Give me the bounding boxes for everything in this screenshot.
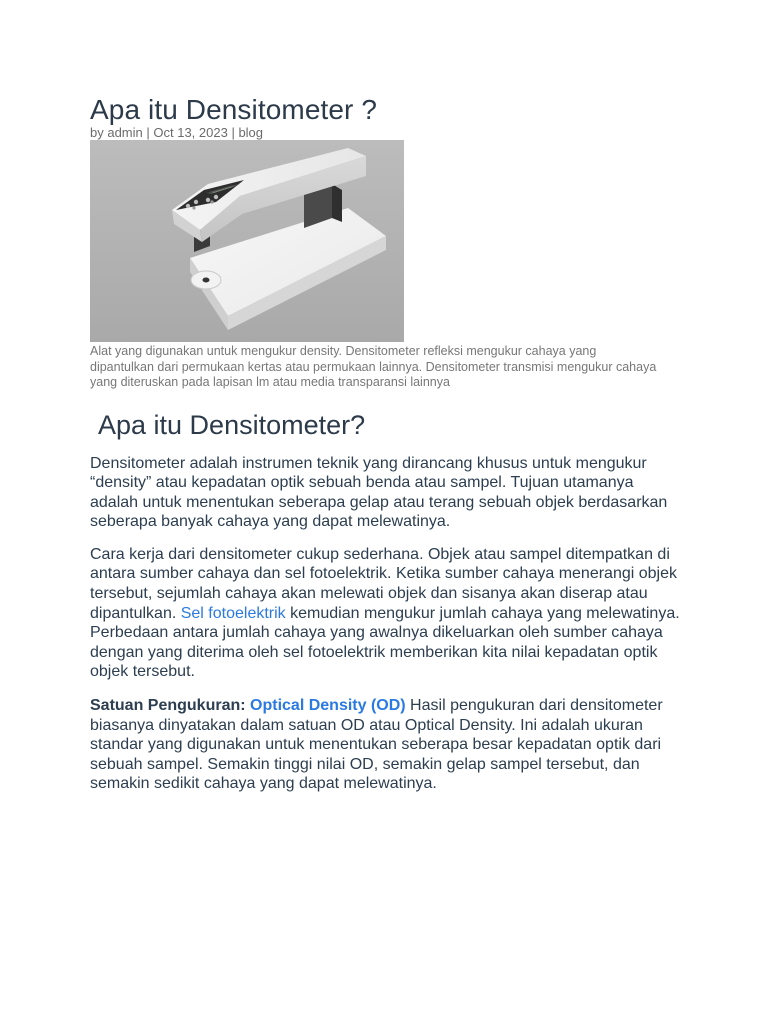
optical-density-link[interactable]: Optical Density (OD) xyxy=(250,697,406,715)
photoelectric-cell-link[interactable]: Sel fotoelektrik xyxy=(180,604,286,622)
image-caption: Alat yang digunakan untuk mengukur density. Densitometer refleksi mengukur cahaya yang dipantulkan dari permukaan kertas atau permukaan lainnya. Densitometer transmisi mengukur cahaya yang diteruskan pada lapisan lm atau media transparansi lainnya xyxy=(90,344,657,389)
section-heading: Apa itu Densitometer? xyxy=(98,409,366,440)
meta-prefix: by xyxy=(90,125,108,140)
meta-separator: | xyxy=(227,125,239,140)
article xyxy=(90,92,680,794)
meta-separator: | xyxy=(142,125,154,140)
units-label: Satuan Pengukuran: xyxy=(90,697,246,715)
paragraph-text: kemudian mengukur jumlah cahaya yang melewatinya. Perbedaan antara jumlah cahaya yang awalnya dikeluarkan oleh sumber cahaya dengan yang diterima oleh sel fotoelektrik memberikan kita nilai kepadatan optik objek tersebut. xyxy=(90,604,680,681)
category-link[interactable]: blog xyxy=(238,125,264,140)
densitometer-illustration xyxy=(90,140,404,342)
paragraph-how-it-works xyxy=(90,545,680,682)
paragraph-text: Cara kerja dari densitometer cukup sederhana. Objek atau sampel ditempatkan di antara sumber cahaya dan sel fotoelektrik. Ketika sumber cahaya menerangi objek tersebut, sejumlah cahaya akan melewati objek dan sisanya akan diserap atau dipantulkan. xyxy=(90,545,677,622)
densitometer-photo xyxy=(90,140,404,342)
page-title: Apa itu Densitometer ? xyxy=(90,94,378,125)
paragraph-definition: Densitometer adalah instrumen teknik yang dirancang khusus untuk mengukur “density” atau kepadatan optik sebuah benda atau sampel. Tujuan utamanya adalah untuk menentukan seberapa gelap atau terang sebuah objek berdasarkan seberapa banyak cahaya yang dapat melewatinya. xyxy=(90,454,668,531)
post-meta xyxy=(90,126,680,140)
post-date: Oct 13, 2023 xyxy=(153,125,228,140)
paragraph-units xyxy=(90,696,680,794)
paragraph-text: Hasil pengukuran dari densitometer biasanya dinyatakan dalam satuan OD atau Optical Density. Ini adalah ukuran standar yang digunakan untuk menentukan seberapa besar kepadatan optik dari sebuah sampel. Semakin tinggi nilai OD, semakin gelap sampel tersebut, dan semakin sedikit cahaya yang dapat melewatinya. xyxy=(90,697,663,793)
author-link[interactable]: admin xyxy=(107,125,143,140)
